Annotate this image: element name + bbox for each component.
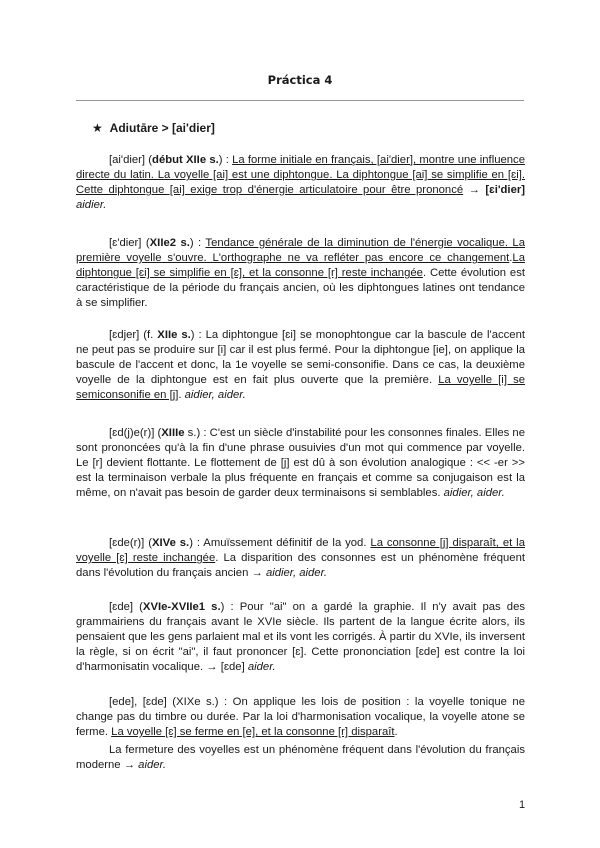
paragraph-fin-xiie: [76, 328, 525, 403]
paragraph-xive: [76, 536, 525, 581]
text-run: aidier, aider.: [265, 567, 328, 580]
text-run: La voyelle [ɛ] se ferme en [e], et la consonne [r] disparaît: [111, 726, 395, 739]
text-run: aidier.: [76, 199, 107, 212]
paragraph-xiiie: [76, 426, 525, 501]
text-run: ) : Pour "ai" on a gardé la graphie. Il n'y avait pas des grammairiens du français avant le XVIe siècle. Ils partent de la langue écrite alors, ils pensaient que les gens parlaient mal et ils vont les corrigés. À partir du XVIe, ils inversent la règle, si on écrit "ai", il faut prononcer [ɛ]. Cette prononciation [ɛde] est contre la loi d'harmonisatin vocalique. → [ɛde]: [76, 601, 525, 674]
text-run: XIIe s.: [157, 329, 191, 341]
text-run: [ɛde] (: [109, 601, 143, 613]
text-run: XIIIe: [161, 427, 185, 439]
text-run: →: [463, 184, 486, 197]
text-run: [ɛ'dier] (: [109, 237, 150, 249]
text-run: .: [394, 726, 398, 739]
text-run: ) : Amuïssement définitif de la yod.: [189, 537, 371, 549]
text-run: . La disparition des consonnes est un phénomène fréquent dans l'évolution du français ancien →: [76, 552, 525, 580]
page-title: Práctica 4: [267, 73, 333, 87]
text-run: .: [178, 389, 185, 402]
text-run: [ɛdjer] (f.: [109, 329, 158, 341]
text-run: XIVe s.: [151, 537, 190, 549]
text-run: début XIIe s.: [152, 154, 219, 166]
text-run: La voyelle [i] se semiconsonifie en [j]: [76, 374, 525, 402]
text-run: ) : La diphtongue [ɛi] se monophtongue car la bascule de l'accent ne peut pas se produire sur [i] car il est plus fermé. Pour la diphtongue [ie], on applique la bascule de l'accent et donc, la 1e voyelle se semi-consonifie. Dans ce cas, la deuxième voyelle de la diphtongue est en fait plus ouverte que la première.: [76, 329, 525, 387]
text-run: [ɛi'dier]: [485, 184, 526, 197]
text-run: La consonne [j] disparaît, et la voyelle [ɛ] reste inchangée: [76, 537, 525, 565]
text-run: Tendance générale de la diminution de l'énergie vocalique. La première voyelle s'ouvre. L'orthographe ne va refléter pas encore ce changement: [76, 237, 525, 265]
text-run: La fermeture des voyelles est un phénomène fréquent dans l'évolution du français moderne →: [76, 744, 525, 772]
title-divider: [76, 100, 524, 101]
paragraph-conclusion: [76, 743, 525, 773]
text-run: aidier, aider.: [184, 389, 246, 402]
text-run: .: [509, 252, 513, 265]
text-run: XIIe2 s.: [149, 237, 190, 249]
paragraph-xvie-xviie: [76, 600, 525, 675]
text-run: La forme initiale en français, [ai'dier], montre une influence directe du latin. La voyelle [ai] est une diphtongue. La diphtongue [ai] se simplifie en [ɛi]. Cette diphtongue [ai] exige trop d'énergie articulatoire pour être prononcé: [76, 154, 525, 197]
text-run: XVIe-XVIIe1 s.: [142, 601, 221, 613]
text-run: [ɛd(j)e(r)] (: [109, 427, 162, 439]
star-icon: ★: [92, 121, 103, 135]
text-run: . Cette évolution est caractéristique de la période du français ancien, où les diphtongues latines ont tendance à se simplifier.: [76, 267, 526, 310]
text-run: ) :: [218, 154, 233, 166]
section-heading: [92, 121, 215, 135]
text-run: aidier, aider.: [443, 487, 505, 500]
text-run: aider.: [247, 661, 276, 674]
text-run: aider.: [138, 759, 167, 772]
paragraph-xixe: [76, 695, 525, 740]
section-heading-text: Adiutāre > [ai'dier]: [109, 121, 215, 135]
paragraph-xiie2: [76, 236, 525, 311]
text-run: [ede], [ɛde] (XIXe s.) : On applique les lois de position : la voyelle tonique ne change pas du timbre ou durée. Par la loi d'harmonisation vocalique, la voyelle atone se ferme.: [76, 696, 525, 739]
text-run: [ɛde(r)] (: [109, 537, 152, 549]
text-run: La diphtongue [ɛi] se simplifie en [ɛ], et la consonne [r] reste inchangée: [76, 252, 525, 280]
text-run: s.) : C'est un siècle d'instabilité pour les consonnes finales. Elles ne sont prononcées qu'à la fin d'une phrase ousuivies d'un mot qui commence par voyelle. Le [r] devient flottante. Le flottement de [j] est dû à son évolution analogique : << -er >> est la terminaison verbale la plus fréquente en français et comme sa conjugaison est la même, on n'avait pas besoin de garder deux terminaisons si semblables.: [76, 427, 525, 500]
paragraph-debut-xiie: [76, 153, 525, 213]
page-number: 1: [519, 799, 526, 811]
text-run: [ai'dier] (: [109, 154, 153, 166]
text-run: ) :: [189, 237, 206, 249]
